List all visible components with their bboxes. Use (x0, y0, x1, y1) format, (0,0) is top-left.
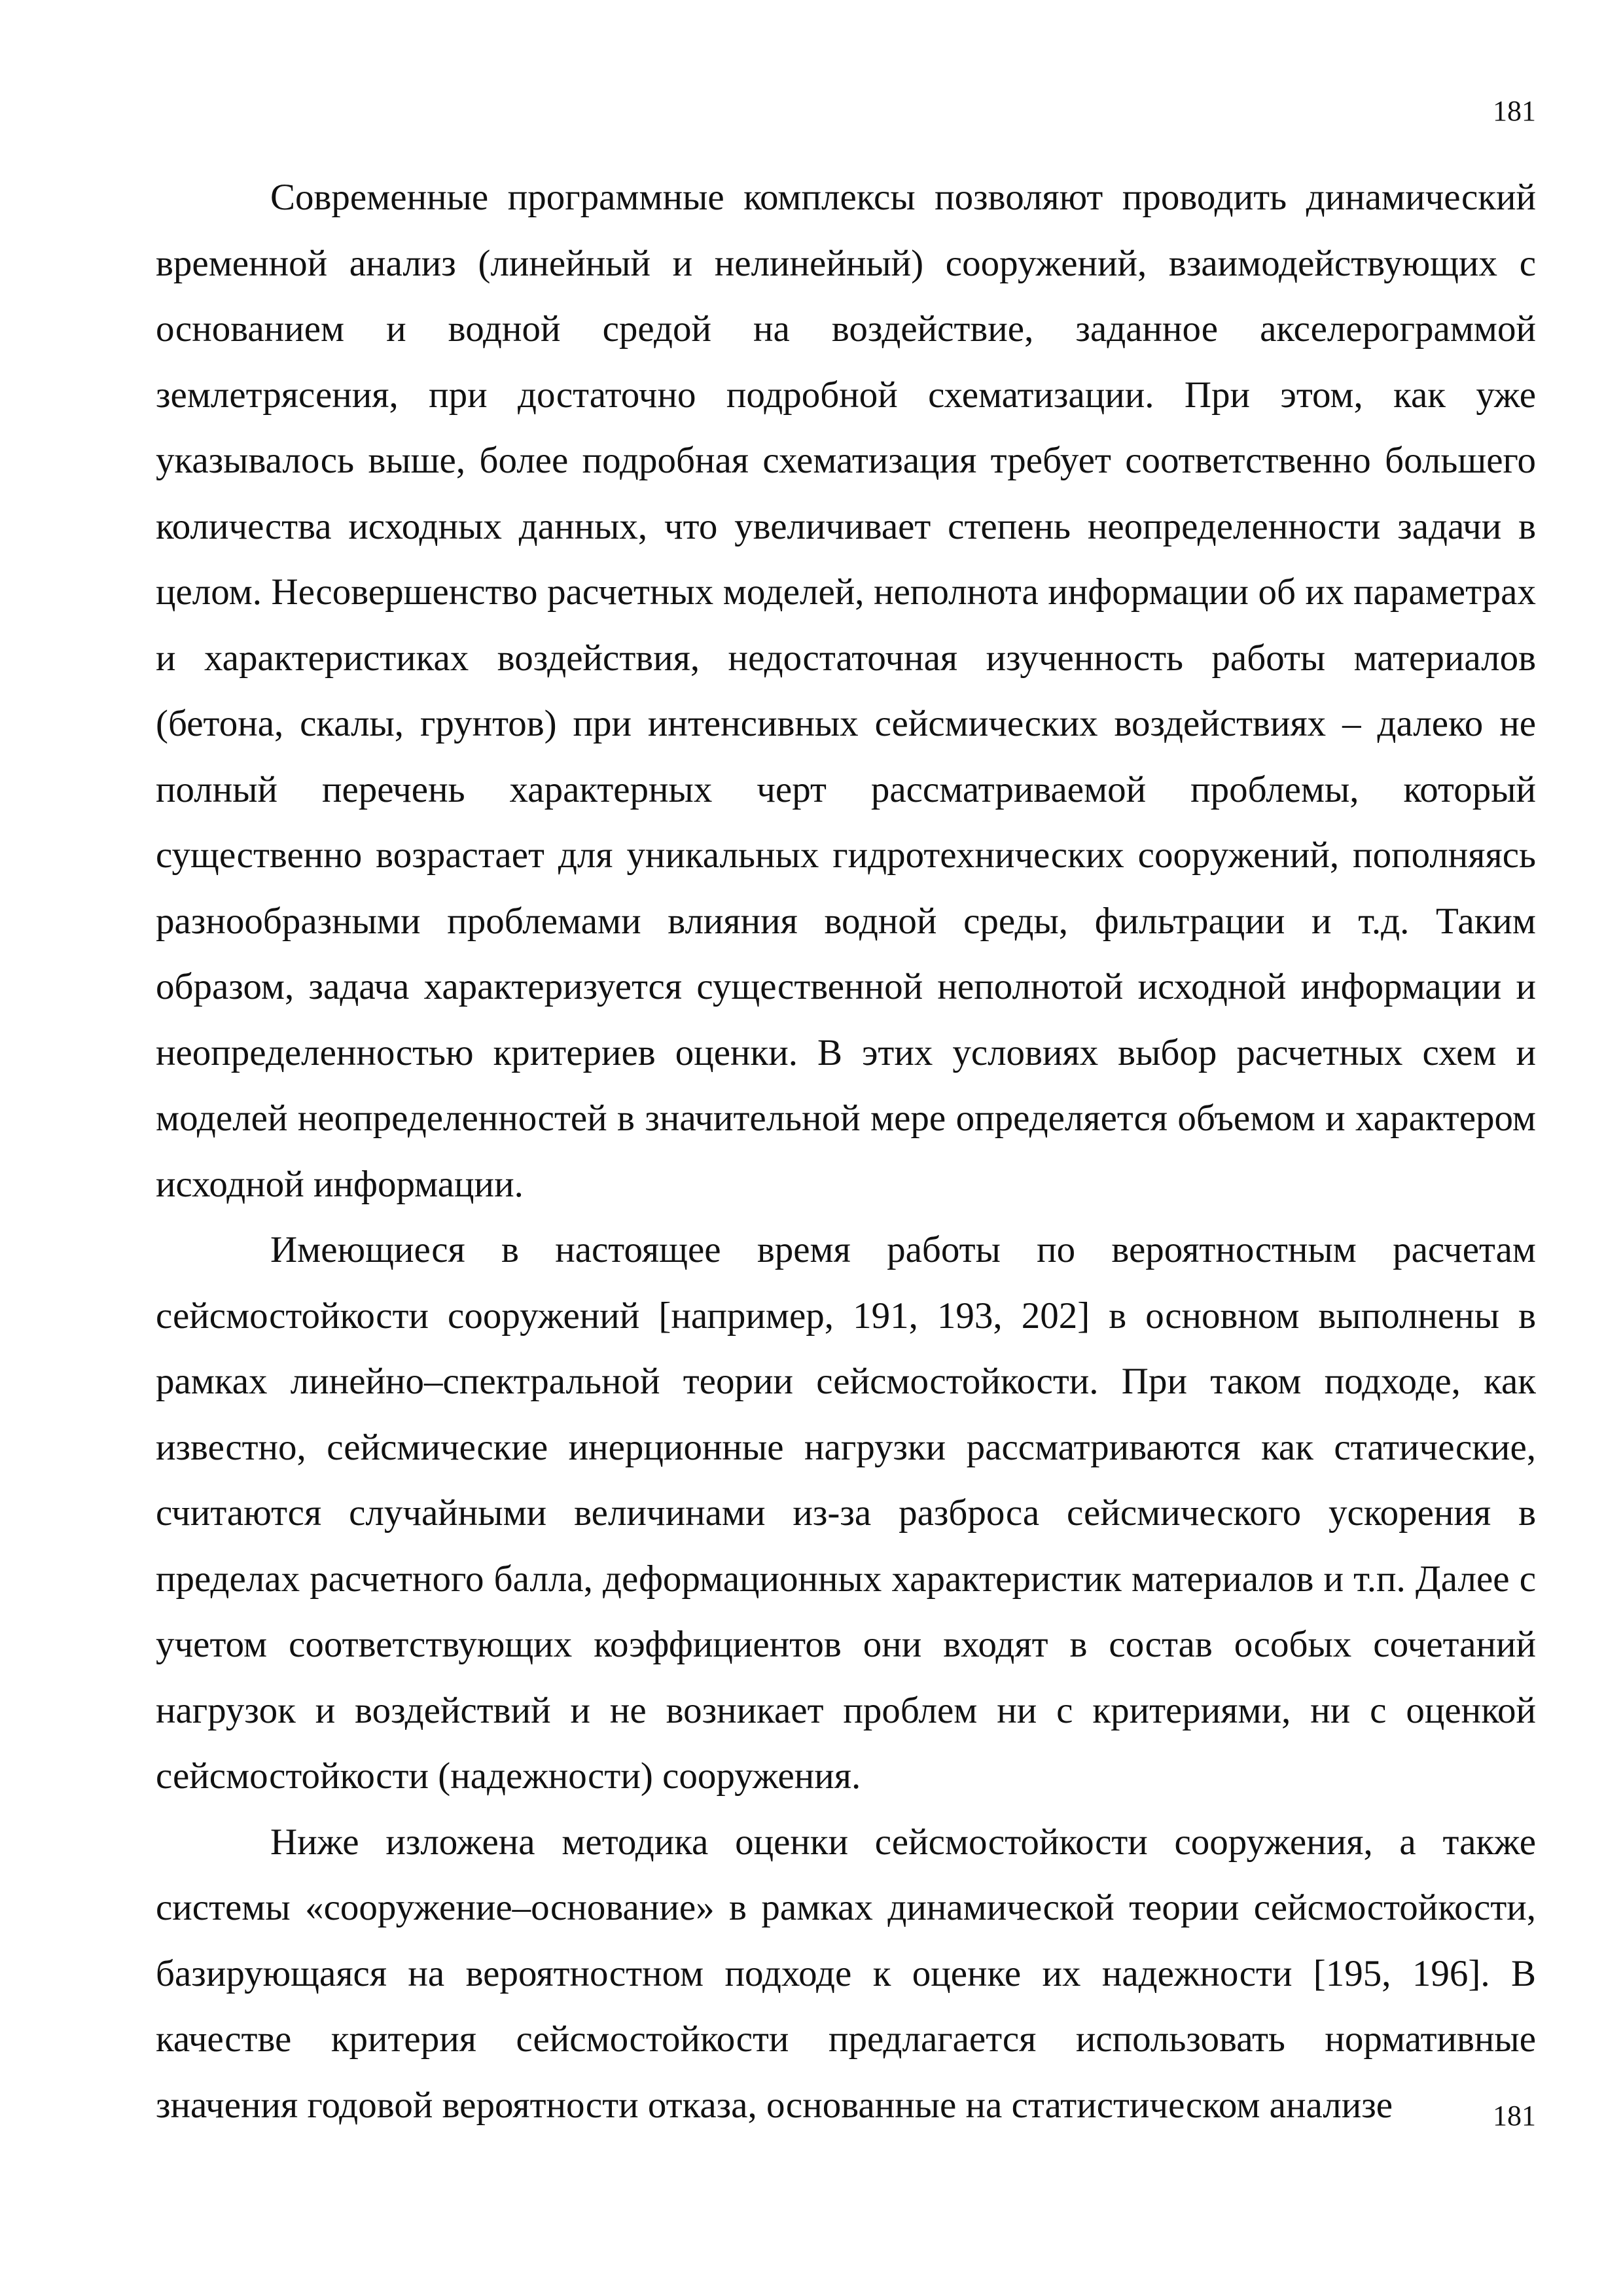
page-number-top: 181 (1493, 95, 1536, 127)
paragraph-2: Имеющиеся в настоящее время работы по вероятностным расчетам сейсмостойкости сооружений [например, 191, 193, 202] в основном выполнены в рамках линейно–спектральной теории сейсмостойкости. При таком подходе, как известно, сейсмические инерционные нагрузки рассматриваются как статические, считаются случайными величинами из-за разброса сейсмического ускорения в пределах расчетного балла, деформационных характеристик материалов и т.п. Далее с учетом соответствующих коэффициентов они входят в состав особых сочетаний нагрузок и воздействий и не возникает проблем ни с критериями, ни с оценкой сейсмостойкости (надежности) сооружения. (156, 1229, 1536, 1797)
page-number-bottom: 181 (1493, 2100, 1536, 2132)
paragraph-3: Ниже изложена методика оценки сейсмостойкости сооружения, а также системы «сооружение–основание» в рамках динамической теории сейсмостойкости, базирующаяся на вероятностном подходе к оценке их надежности [195, 196]. В качестве критерия сейсмостойкости предлагается использовать нормативные значения годовой вероятности отказа, основанные на статистическом анализе (156, 1821, 1536, 2126)
document-body (156, 165, 1536, 2138)
paragraph-1: Современные программные комплексы позволяют проводить динамический временной анализ (линейный и нелинейный) сооружений, взаимодействующих с основанием и водной средой на воздействие, заданное акселерограммой землетрясения, при достаточно подробной схематизации. При этом, как уже указывалось выше, более подробная схематизация требует соответственно большего количества исходных данных, что увеличивает степень неопределенности задачи в целом. Несовершенство расчетных моделей, неполнота информации об их параметрах и характеристиках воздействия, недостаточная изученность работы материалов (бетона, скалы, грунтов) при интенсивных сейсмических воздействиях – далеко не полный перечень характерных черт рассматриваемой проблемы, который существенно возрастает для уникальных гидротехнических сооружений, пополняясь разнообразными проблемами влияния водной среды, фильтрации и т.д. Таким образом, задача характеризуется существенной неполнотой исходной информации и неопределенностью критериев оценки. В этих условиях выбор расчетных схем и моделей неопределенностей в значительной мере определяется объемом и характером исходной информации. (156, 177, 1536, 1205)
